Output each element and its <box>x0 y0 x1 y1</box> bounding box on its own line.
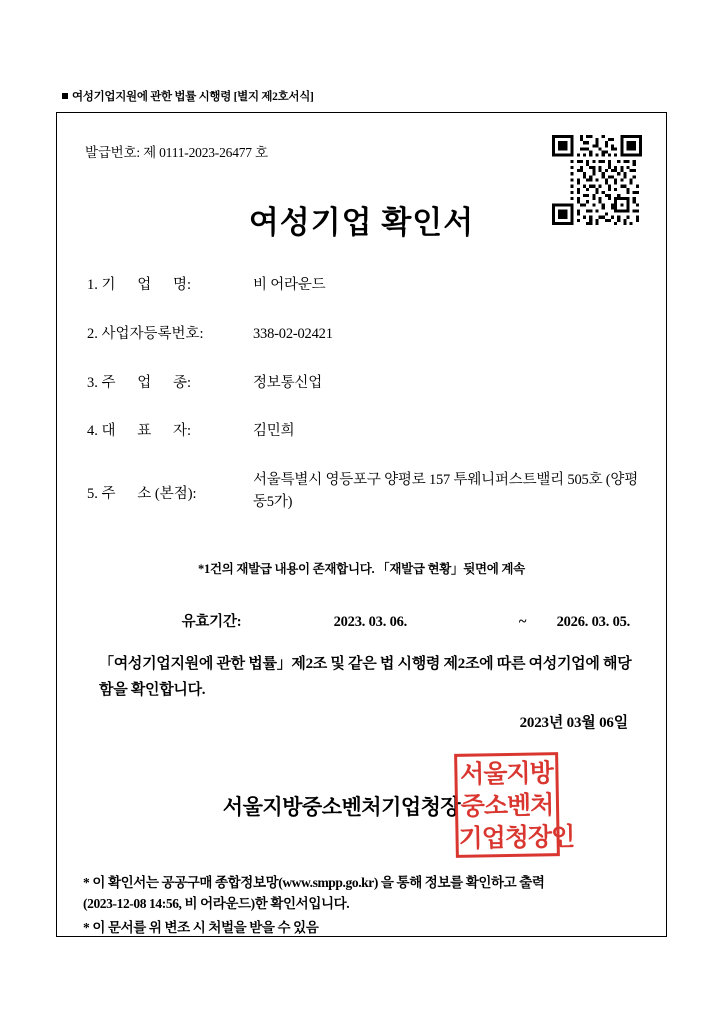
footer-line-1: * 이 확인서는 공공구매 종합정보망(www.smpp.go.kr) 을 통해 정보를 확인하고 출력 <box>83 875 545 890</box>
field-label: 3. 주 업 종: <box>87 374 192 391</box>
field-value: 비 어라운드 <box>253 277 326 293</box>
validity-label: 유효기간: <box>181 614 242 630</box>
field-row-representative <box>87 421 639 443</box>
field-row-address <box>87 470 639 514</box>
certificate-box <box>56 112 667 937</box>
document-date: 2023년 03월 06일 <box>519 715 628 731</box>
footer-line-3: * 이 문서를 위 변조 시 처벌을 받을 수 있음 <box>83 919 319 935</box>
field-row-company-name <box>87 275 639 297</box>
field-row-main-industry <box>87 373 639 395</box>
field-label: 2. 사업자등록번호: <box>87 325 204 342</box>
validity-from: 2023. 03. 06. <box>333 614 408 630</box>
field-value: 338-02-02421 <box>253 325 333 342</box>
validity-separator: ~ <box>518 614 527 630</box>
issue-number: 발급번호: 제 0111-2023-26477 호 <box>85 145 268 160</box>
form-reference <box>62 88 314 104</box>
footer-line-2: (2023-12-08 14:56, 비 어라운드)한 확인서입니다. <box>83 895 350 911</box>
field-value: 김민희 <box>253 423 295 440</box>
validity-to: 2026. 03. 05. <box>556 614 631 630</box>
certification-statement: 「여성기업지원에 관한 법률」제2조 및 같은 법 시행령 제2조에 따른 여성기업에 해당함을 확인합니다. <box>99 656 632 699</box>
bullet-square-icon <box>62 93 68 99</box>
seal-line-2: 중소벤처 <box>460 792 554 821</box>
page-title: 여성기업 확인서 <box>248 205 475 240</box>
reissue-note: *1건의 재발급 내용이 존재합니다. 「재발급 현황」뒷면에 계속 <box>198 562 525 576</box>
form-reference-text: 여성기업지원에 관한 법률 시행령 [별지 제2호서식] <box>72 91 314 103</box>
field-label: 4. 대 표 자: <box>87 423 192 440</box>
footer-notes <box>83 873 646 939</box>
field-label: 5. 주 소 (본점): <box>87 486 197 502</box>
seal-line-3: 기업청장인 <box>458 823 575 853</box>
field-value: 정보통신업 <box>253 374 323 391</box>
official-seal-stamp <box>454 752 575 858</box>
field-label: 1. 기 업 명: <box>87 277 192 293</box>
field-row-business-registration-number <box>87 324 639 346</box>
field-value: 서울특별시 영등포구 양평로 157 투웨니퍼스트밸리 505호 (양평동5가) <box>253 472 639 510</box>
seal-line-1: 서울지방 <box>459 760 553 789</box>
fields-list <box>87 275 639 528</box>
issuer-title: 서울지방중소벤처기업청장 <box>222 795 461 819</box>
validity-period <box>161 593 630 648</box>
